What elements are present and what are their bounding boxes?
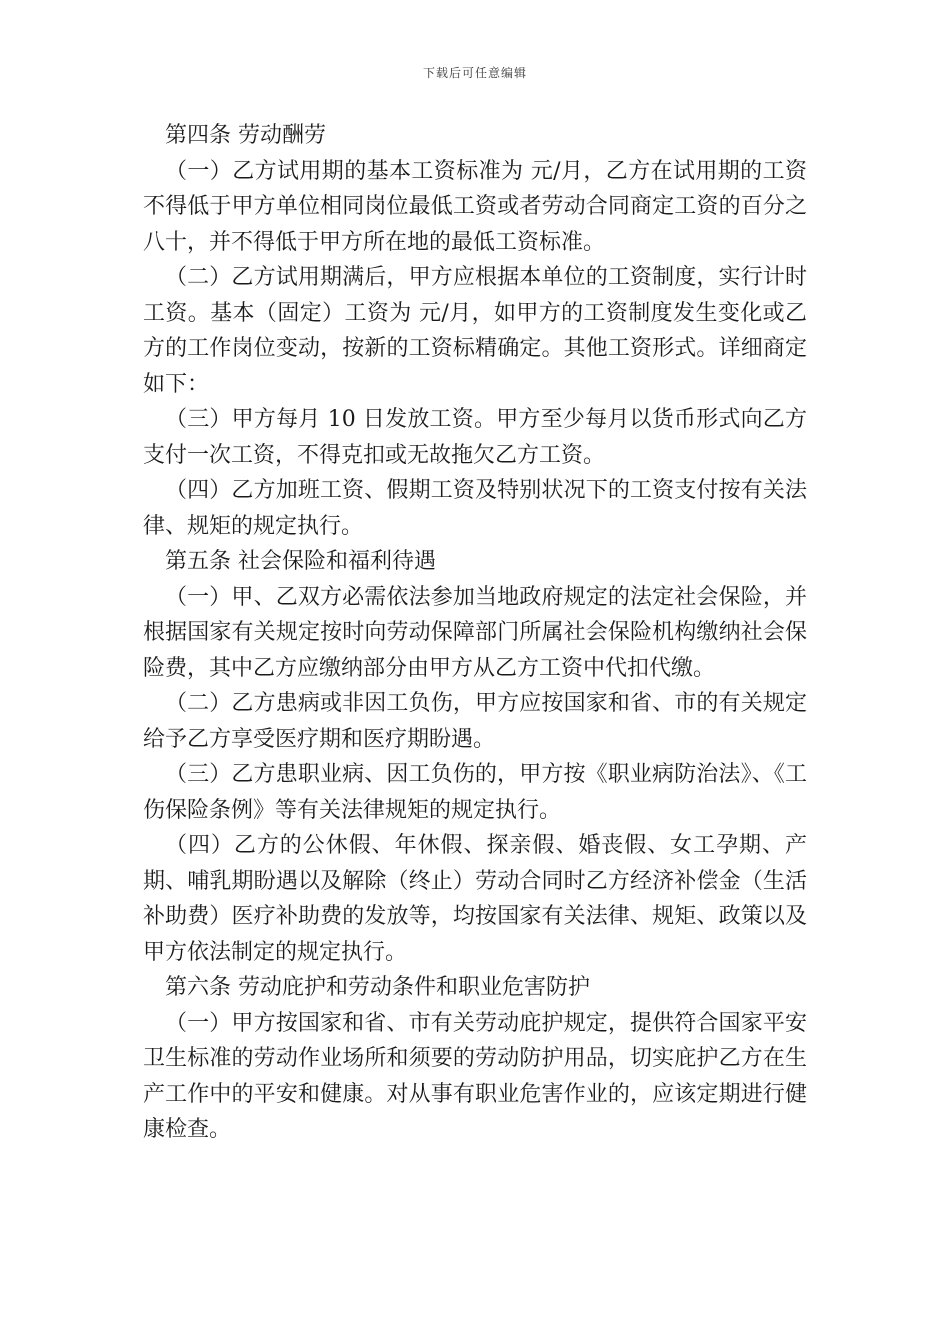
article-5-paragraph-4: （四）乙方的公休假、年休假、探亲假、婚丧假、女工孕期、产期、哺乳期盼遇以及解除（终止）劳动合同时乙方经济补偿金（生活补助费）医疗补助费的发放等，均按国家有关法律、规矩、政策以及甲方依法制定的规定执行。 — [143, 833, 807, 965]
article-5-heading: 第五条 社会保险和福利待遇 — [165, 549, 436, 574]
article-4-paragraph-2: （二）乙方试用期满后，甲方应根据本单位的工资制度，实行计时工资。基本（固定）工资为 元/月，如甲方的工资制度发生变化或乙方的工作岗位变动，按新的工资标精确定。其他工资形式。详细商定如下： — [143, 265, 807, 397]
article-6-paragraph-1: （一）甲方按国家和省、市有关劳动庇护规定，提供符合国家平安卫生标准的劳动作业场所和须要的劳动防护用品，切实庇护乙方在生产工作中的平安和健康。对从事有职业危害作业的，应该定期进行健康检查。 — [143, 1010, 807, 1142]
article-5-paragraph-1: （一）甲、乙双方必需依法参加当地政府规定的法定社会保险，并根据国家有关规定按时向劳动保障部门所属社会保险机构缴纳社会保险费，其中乙方应缴纳部分由甲方从乙方工资中代扣代缴。 — [143, 584, 807, 681]
article-6-heading: 第六条 劳动庇护和劳动条件和职业危害防护 — [165, 975, 590, 1000]
article-5-paragraph-3: （三）乙方患职业病、因工负伤的，甲方按《职业病防治法》、《工伤保险条例》等有关法律规矩的规定执行。 — [143, 762, 807, 823]
article-4-paragraph-4: （四）乙方加班工资、假期工资及特别状况下的工资支付按有关法律、规矩的规定执行。 — [143, 478, 807, 539]
article-4-paragraph-1: （一）乙方试用期的基本工资标准为 元/月，乙方在试用期的工资不得低于甲方单位相同岗位最低工资或者劳动合同商定工资的百分之八十，并不得低于甲方所在地的最低工资标准。 — [143, 158, 807, 255]
document-body — [143, 118, 807, 1148]
page-header: 下载后可任意编辑 — [422, 66, 527, 80]
article-4-heading: 第四条 劳动酬劳 — [165, 123, 326, 148]
article-5-paragraph-2: （二）乙方患病或非因工负伤，甲方应按国家和省、市的有关规定给予乙方享受医疗期和医疗期盼遇。 — [143, 691, 807, 752]
article-4-paragraph-3: （三）甲方每月 10 日发放工资。甲方至少每月以货币形式向乙方支付一次工资，不得克扣或无故拖欠乙方工资。 — [143, 407, 807, 468]
